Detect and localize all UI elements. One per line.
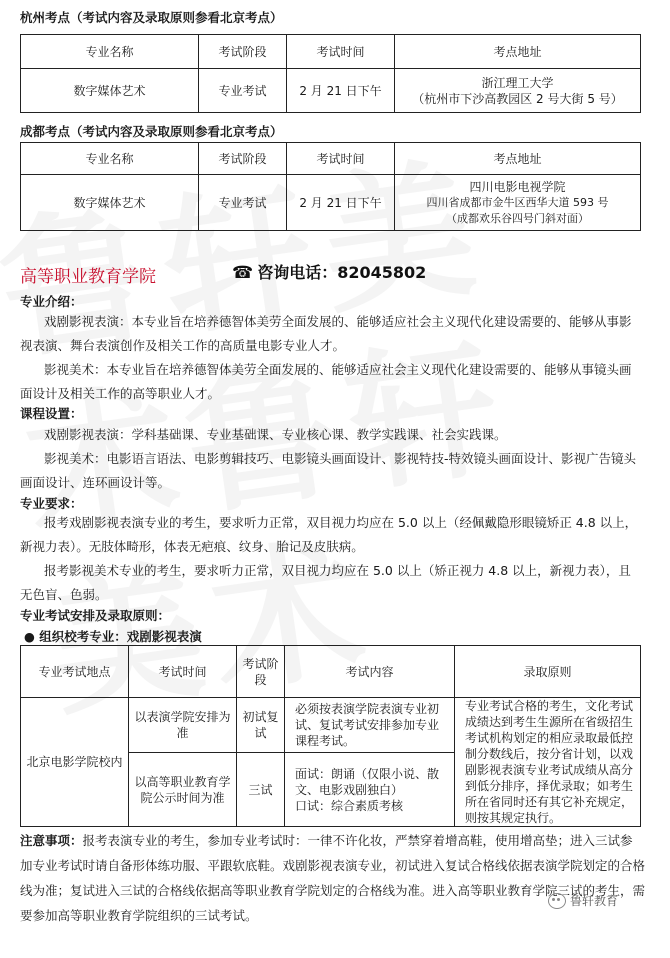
table-header-row: [21, 35, 641, 69]
cell-address: [395, 175, 641, 231]
wechat-icon: [548, 893, 566, 909]
header-cell: 考试阶段: [199, 35, 287, 69]
table-header-row: [21, 646, 641, 698]
cell-stage: 初试复试: [237, 698, 285, 753]
phone-line: [232, 260, 426, 283]
address-line: 浙江理工大学: [481, 75, 554, 90]
header-cell: 专业考试地点: [21, 646, 129, 698]
requirements-paragraph-performance: 报考戏剧影视表演专业的考生，要求听力正常，双目视力均应在 5.0 以上（经佩戴隐形眼镜矫正 4.8 以上，新视力表）。无肢体畸形，体表无疤痕、纹身、胎记及皮肤病。: [20, 515, 638, 554]
header-cell: 考点地址: [395, 35, 641, 69]
header-cell: 考试阶段: [199, 143, 287, 175]
phone-number: 82045802: [337, 263, 427, 282]
notice-label: 注意事项：: [20, 833, 83, 848]
cell-address: [395, 69, 641, 113]
header-cell: 考试内容: [285, 646, 455, 698]
address-line: 四川电影电视学院: [469, 179, 566, 194]
telephone-icon: ☎: [232, 263, 254, 283]
header-cell: 考试时间: [287, 35, 395, 69]
cell-admission-principle: 专业考试合格的考生，文化考试成绩达到考生生源所在省级招生考试机构划定的相应录取最低控制分数线后，按分省计划，以戏剧影视表演专业考试成绩从高分到低分排序，择优录取；如考生所在省同时还有其它补充规定，则按其规定执行。: [455, 698, 641, 827]
header-cell: 考试时间: [129, 646, 237, 698]
cell-time: 以表演学院安排为准: [129, 698, 237, 753]
intro-label: 专业介绍：: [20, 294, 83, 309]
address-line: （成都欢乐谷四号门斜对面）: [446, 211, 589, 225]
arrangement-table: [20, 645, 641, 827]
header-cell: 考试阶段: [237, 646, 285, 698]
phone-label: 咨询电话：: [257, 263, 338, 282]
cell-stage: 三试: [237, 753, 285, 827]
notice-text: 报考表演专业的考生，参加专业考试时：一律不许化妆，严禁穿着增高鞋，使用增高垫；进入三试参加专业考试时请自备形体练功服、平跟软底鞋。戏剧影视表演专业，初试进入复试合格线依据表演学院划定的合格线为准；复试进入三试的合格线依据高等职业教育学院划定的合格线为准。进入高等职业教育学院三试的考生，需要参加高等职业教育学院组织的三试考试。: [20, 833, 646, 923]
table-header-row: [21, 143, 641, 175]
address-line: （杭州市下沙高教园区 2 号大街 5 号）: [412, 91, 623, 106]
chengdu-table: [20, 142, 641, 231]
cell-time: 以高等职业教育学院公示时间为准: [129, 753, 237, 827]
cell-stage: 专业考试: [199, 175, 287, 231]
chengdu-title: 成都考点（考试内容及录取原则参看北京考点）: [20, 124, 283, 139]
table-row: [21, 698, 641, 753]
cell-stage: 专业考试: [199, 69, 287, 113]
wechat-account: 鲁轩教育: [570, 894, 619, 908]
organized-major-bullet: ● 组织校考专业：戏剧影视表演: [24, 629, 202, 644]
arrangement-label: 专业考试安排及录取原则：: [20, 608, 171, 623]
cell-content: 必须按表演学院表演专业初试、复试考试安排参加专业课程考试。: [285, 698, 455, 753]
header-cell: 考点地址: [395, 143, 641, 175]
cell-location: 北京电影学院校内: [21, 698, 129, 827]
courses-paragraph-performance: 戏剧影视表演：学科基础课、专业基础课、专业核心课、教学实践课、社会实践课。: [44, 427, 507, 442]
cell-major: 数字媒体艺术: [21, 175, 199, 231]
content-line: 面试：朗诵（仅限小说、散文、电影戏剧独白）: [295, 766, 440, 797]
cell-major: 数字媒体艺术: [21, 69, 199, 113]
table-row: [21, 69, 641, 113]
header-cell: 专业名称: [21, 143, 199, 175]
courses-label: 课程设置：: [20, 406, 83, 421]
department-title: 高等职业教育学院: [20, 267, 156, 287]
notice-paragraph: [20, 828, 645, 928]
header-cell: 专业名称: [21, 35, 199, 69]
cell-time: 2 月 21 日下午: [287, 69, 395, 113]
cell-time: 2 月 21 日下午: [287, 175, 395, 231]
wechat-badge: [548, 892, 618, 909]
hangzhou-title: 杭州考点（考试内容及录取原则参看北京考点）: [20, 10, 283, 25]
hangzhou-table: [20, 34, 641, 113]
content-line: 口试：综合素质考核: [295, 798, 404, 813]
intro-paragraph-art: 影视美术：本专业旨在培养德智体美劳全面发展的、能够适应社会主义现代化建设需要的、能够从事镜头画面设计及相关工作的高等职业人才。: [20, 362, 632, 401]
address-line: 四川省成都市金牛区西华大道 593 号: [426, 195, 609, 209]
cell-content: [285, 753, 455, 827]
header-cell: 录取原则: [455, 646, 641, 698]
intro-paragraph-performance: 戏剧影视表演：本专业旨在培养德智体美劳全面发展的、能够适应社会主义现代化建设需要的、能够从事影视表演、舞台表演创作及相关工作的高质量电影专业人才。: [20, 314, 632, 353]
requirements-paragraph-art: 报考影视美术专业的考生，要求听力正常，双目视力均应在 5.0 以上（矫正视力 4.8 以上，新视力表），且无色盲、色弱。: [20, 563, 631, 602]
requirements-label: 专业要求：: [20, 496, 83, 511]
header-cell: 考试时间: [287, 143, 395, 175]
courses-paragraph-art: 影视美术：电影语言语法、电影剪辑技巧、电影镜头画面设计、影视特技-特效镜头画面设计、影视广告镜头画面设计、连环画设计等。: [20, 451, 637, 490]
table-row: [21, 175, 641, 231]
